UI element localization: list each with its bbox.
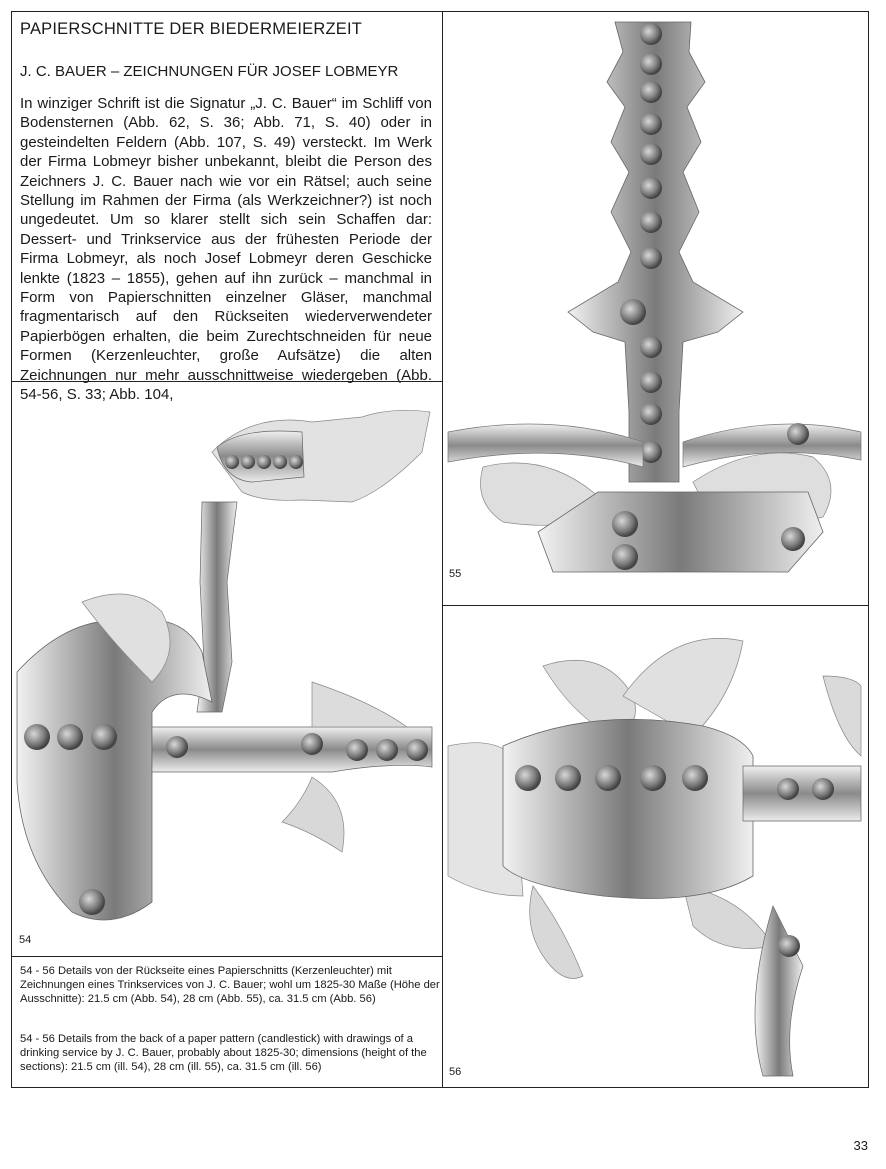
figure-54-label: 54: [19, 934, 32, 946]
figure-55-label: 55: [449, 568, 462, 580]
figure-56-label: 56: [449, 1066, 462, 1078]
page-number: 33: [853, 1138, 868, 1153]
caption-german: 54 - 56 Details von der Rückseite eines Papierschnitts (Kerzenleuchter) mit Zeichnungen eines Trinkservices von J. C. Bauer; wohl um 1825-30 Maße (Höhe der Ausschnitte): 21.5 cm (Abb. 54), 28 cm (Abb. 55), ca. 31.5 cm (Abb. 56): [20, 965, 440, 1005]
fig54-top: [212, 410, 430, 502]
fig56-bowl: [448, 676, 861, 1076]
figure-55-drawing: [443, 12, 868, 580]
figure-54-drawing: [12, 382, 442, 956]
body-paragraph: In winziger Schrift ist die Signatur „J. C. Bauer“ im Schliff von Bodensternen (Abb. 62, S. 36; Abb. 71, S. 40) oder in gesteindelten Feldern (Abb. 107, S. 49) versteckt. Im Werk der Firma Lobmeyr bisher unbekannt, bleibt die Person des Zeichners J. C. Bauer nach wie vor ein Rätsel; auch seine Stellung im Rahmen der Firma (als Werkzeichner?) ist noch ungedeutet. Um so klarer stellt sich sein Schaffen dar: Dessert- und Trinkservice aus der frühesten Periode der Firma Lobmeyr, als noch Josef Lobmeyr deren Geschicke lenkte (1823 – 1855), gehen auf ihn zurück – manchmal in Form von Papierschnitten einzelner Gläser, manchmal fragmentarisch auf den Rückseiten wiederverwendeter Papierbögen erhalten, die beim Zurechtschneiden für neue Formen (Kerzenleuchter, große Aufsätze) die alten Zeichnungen nur mehr ausschnittweise wiedergeben (Abb. 54-56, S. 33; Abb. 104,: [20, 95, 432, 404]
fig55-stem: [568, 22, 743, 482]
section-subtitle: J. C. BAUER – ZEICHNUNGEN FÜR JOSEF LOBMEYR: [20, 63, 399, 80]
figure-56-drawing: [443, 606, 868, 1086]
chapter-title: PAPIERSCHNITTE DER BIEDERMEIERZEIT: [20, 20, 363, 38]
caption-english: 54 - 56 Details from the back of a paper pattern (candlestick) with drawings of a drinking service by J. C. Bauer, probably about 1825-30; dimensions (height of the sections): 21.5 cm (ill. 54), 28 cm (ill. 55), ca. 31.5 cm (ill. 56): [20, 1033, 427, 1073]
